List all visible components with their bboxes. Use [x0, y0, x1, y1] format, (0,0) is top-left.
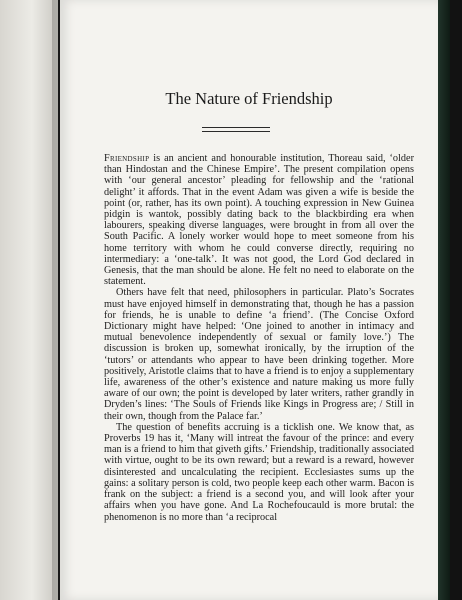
paragraph-3: The question of benefits accruing is a ticklish one. We know that, as Proverbs 19 has it, ‘Many will intreat the favour of the prince: and every man is a friend to him that giveth gifts.’ Friendship, traditionally associated with virtue, ought to be its own reward; but a reward is a reward, however disinterested and uncalculating the recipient. Ecclesiastes sums up the gains: a solitary person is cold, two people keep each other warm. Bacon is frank on the subject: a friend is a second you, and will look after your affairs when you have gone. And La Rochefoucauld is more brutal: the phenomenon is no more than ‘a reciprocal [104, 421, 414, 523]
facing-page-edge [0, 0, 58, 600]
background-edge [450, 0, 462, 600]
body-text [104, 153, 414, 523]
title-rule-lower [202, 131, 270, 132]
title-rule-upper [202, 127, 270, 128]
paragraph-2: Others have felt that need, philosophers in particular. Plato’s Socrates must have enjoyed himself in demonstrating that, though he has a passion for friends, he is unable to define ‘a friend’. (The Concise Oxford Dictionary might have helped: ‘One joined to another in intimacy and mutual benevolence independently of sexual or family love.’) The discussion is broken up, somewhat ironically, by the irruption of the ‘tutors’ or attendants who appear to have been drinking together. More positively, Aristotle claims that to have a friend is to enjoy a supplementary life, awareness of the other’s existence and nature making us more fully aware of our own; the point is developed by later writers, rather grandly in Dryden’s lines: ‘The Souls of Friends like Kings in Progress are; / Still in their own, though from the Palace far.’ [104, 287, 414, 422]
chapter-title: The Nature of Friendship [165, 89, 333, 108]
book-cover-edge [438, 0, 450, 600]
paragraph-1 [104, 153, 414, 287]
paragraph-1-text: is an ancient and honourable institution, Thoreau said, ‘older than Hindostan and the Chinese Empire’. The present compilation opens with ‘our general ancestor’ pleading for fellowship and the ‘rational delight’ it affords. That in the event Adam was given a wife is beside the point (or, rather, has its own point). A touching expression in New Guinea pidgin is wantok, possibly dating back to the blackbirding era when labourers, speaking diverse languages, were brought in from all over the South Pacific. A lonely worker would hope to meet someone from his home territory with whom he could converse directly, requiring no intermediary: a ‘one-talk’. It was not good, the Lord God declared in Genesis, that the man should be alone. He felt no need to elaborate on the statement. [104, 153, 414, 288]
lead-word: Friendship [104, 153, 150, 164]
